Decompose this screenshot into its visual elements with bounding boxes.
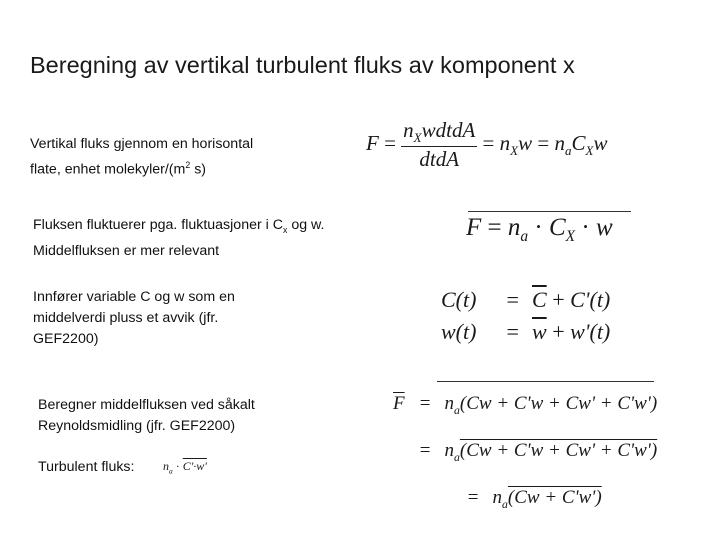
equation-line-1: $\overline{F} = n_a(Cw + C'w + Cw' + C'w')$ <box>393 393 658 417</box>
equation-decomposition <box>441 284 610 348</box>
equation-flux-definition: F = $\frac{n_XwdtdA}{\text{dtdA}}$ = $n_Xw = n_aC_Xw$ <box>366 118 608 172</box>
mean-overbar <box>468 211 631 212</box>
text-turbulent-flux-label <box>38 457 134 478</box>
text-line: Reynoldsmidling (jfr. GEF2200) <box>38 418 236 434</box>
turbulent-flux-label: Turbulent fluks: <box>38 459 135 475</box>
equation-line-2: = $n_a(Cw + C'w + Cw' + C'w')$ <box>419 439 658 464</box>
equation-mean-flux: $F = n_a \cdot C_X \cdot w$ <box>466 214 613 245</box>
text-line: GEF2200) <box>33 331 99 347</box>
text-flux-fluctuation <box>33 215 324 262</box>
flux-fraction: $\frac{n_XwdtdA}{\text{dtdA}}$ <box>403 118 476 172</box>
text-line: Vertikal fluks gjennom en horisontal <box>30 136 254 152</box>
slide-title: Beregning av vertikal turbulent fluks av komponent x <box>30 52 575 78</box>
equation-reynolds-averaging <box>393 384 657 524</box>
text-line: Innfører variable C og w som en <box>33 289 235 305</box>
text-line: Middelfluksen er mer relevant <box>33 242 220 259</box>
text-reynolds-averaging <box>38 395 255 437</box>
text-line: flate, enhet molekyler/($m^2$ s) <box>30 160 207 178</box>
equation-turbulent-flux-inline: $n_a \cdot C'\cdot w'$ <box>163 459 207 476</box>
equation-line-3: = $n_a(Cw + C'w')$ <box>467 486 602 511</box>
equation-line-w: $w(t) = \overline{w} + w'(t)$ <box>441 319 611 344</box>
text-line: middelverdi pluss et avvik (jfr. <box>33 310 219 326</box>
averaging-overbar <box>437 381 654 382</box>
text-reynolds-decomposition <box>33 287 235 350</box>
text-line: Beregner middelfluksen ved såkalt <box>38 397 255 413</box>
equation-line-c: $C(t) = \overline{C} + C'(t)$ <box>441 287 611 312</box>
text-vertical-flux <box>30 134 253 181</box>
text-line: Fluksen fluktuerer pga. fluktuasjoner i $C_x$ og w. <box>33 217 325 235</box>
